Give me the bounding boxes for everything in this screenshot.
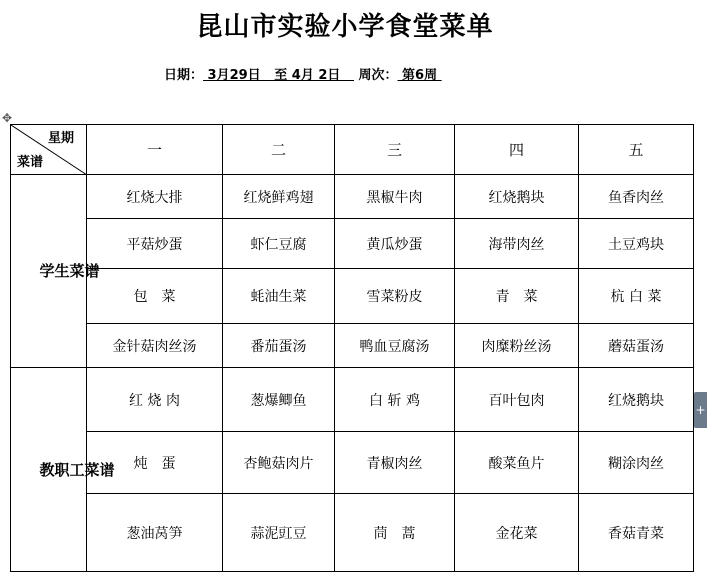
- expand-plus-icon[interactable]: +: [694, 392, 707, 428]
- dish-cell: 雪菜粉皮: [335, 269, 455, 324]
- dish-cell: 青 菜: [455, 269, 579, 324]
- dish-cell: 葱油莴笋: [87, 494, 223, 572]
- dish-cell: 番茄蛋汤: [223, 324, 335, 368]
- table-row: [11, 269, 694, 324]
- dish-cell: 蒜泥豇豆: [223, 494, 335, 572]
- dish-cell: 红烧鹅块: [579, 368, 694, 432]
- dish-cell: 白 斩 鸡: [335, 368, 455, 432]
- table-row: [11, 219, 694, 269]
- dish-cell: 蘑菇蛋汤: [579, 324, 694, 368]
- menu-table: [10, 124, 694, 572]
- dish-cell: 香菇青菜: [579, 494, 694, 572]
- dish-cell: 肉糜粉丝汤: [455, 324, 579, 368]
- day-header: 一: [87, 125, 223, 175]
- corner-menu-label: 菜谱: [17, 155, 44, 170]
- dish-cell: 茼 蒿: [335, 494, 455, 572]
- dish-cell: 黄瓜炒蛋: [335, 219, 455, 269]
- dish-cell: 鸭血豆腐汤: [335, 324, 455, 368]
- table-row: [11, 494, 694, 572]
- dish-cell: 平菇炒蛋: [87, 219, 223, 269]
- dish-cell: 黑椒牛肉: [335, 175, 455, 219]
- week-label: 周次：: [358, 68, 398, 83]
- week-value: 第6周: [397, 68, 442, 83]
- date-value: 3月29日 至 4月 2日: [203, 68, 354, 83]
- table-row: [11, 175, 694, 219]
- day-header: 三: [335, 125, 455, 175]
- section-label-staff: 教职工菜谱: [11, 368, 87, 572]
- corner-week-label: 星期: [47, 131, 74, 146]
- dish-cell: 土豆鸡块: [579, 219, 694, 269]
- dish-cell: 炖 蛋: [87, 432, 223, 494]
- dish-cell: 鱼香肉丝: [579, 175, 694, 219]
- dish-cell: 金花菜: [455, 494, 579, 572]
- date-line: [164, 64, 442, 83]
- header-row: [11, 125, 694, 175]
- page-title: 昆山市实验小学食堂菜单: [196, 12, 494, 42]
- corner-cell: [11, 125, 87, 175]
- dish-cell: 包 菜: [87, 269, 223, 324]
- dish-cell: 蚝油生菜: [223, 269, 335, 324]
- section-label-student: 学生菜谱: [11, 175, 87, 368]
- day-header: 五: [579, 125, 694, 175]
- dish-cell: 虾仁豆腐: [223, 219, 335, 269]
- table-row: [11, 324, 694, 368]
- dish-cell: 葱爆鲫鱼: [223, 368, 335, 432]
- date-label: 日期：: [164, 68, 204, 83]
- dish-cell: 红烧鹅块: [455, 175, 579, 219]
- dish-cell: 金针菇肉丝汤: [87, 324, 223, 368]
- dish-cell: 红 烧 肉: [87, 368, 223, 432]
- table-row: [11, 368, 694, 432]
- dish-cell: 酸菜鱼片: [455, 432, 579, 494]
- dish-cell: 杭 白 菜: [579, 269, 694, 324]
- dish-cell: 海带肉丝: [455, 219, 579, 269]
- dish-cell: 糊涂肉丝: [579, 432, 694, 494]
- dish-cell: 红烧大排: [87, 175, 223, 219]
- dish-cell: 百叶包肉: [455, 368, 579, 432]
- dish-cell: 青椒肉丝: [335, 432, 455, 494]
- move-anchor-icon[interactable]: ✥: [1, 111, 13, 125]
- day-header: 四: [455, 125, 579, 175]
- dish-cell: 杏鲍菇肉片: [223, 432, 335, 494]
- day-header: 二: [223, 125, 335, 175]
- dish-cell: 红烧鲜鸡翅: [223, 175, 335, 219]
